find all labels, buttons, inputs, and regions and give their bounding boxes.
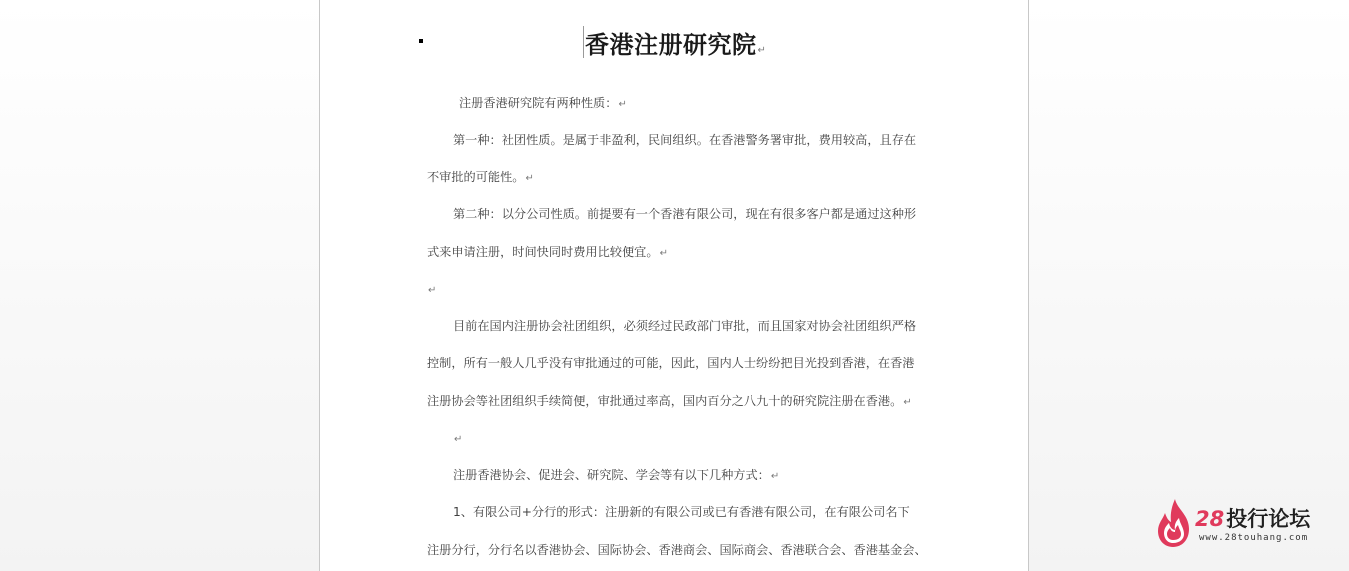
document-title[interactable] bbox=[585, 25, 766, 60]
paragraph-mark-icon: ↵ bbox=[525, 173, 534, 184]
body-line[interactable]: 第二种：以分公司性质。前提要有一个香港有限公司，现在有很多客户都是通过这种形 bbox=[453, 207, 917, 221]
empty-line[interactable] bbox=[427, 281, 436, 299]
watermark-url: www.28touhang.com bbox=[1199, 533, 1309, 543]
paragraph-mark-icon: ↵ bbox=[428, 285, 437, 296]
paragraph-mark-icon: ↵ bbox=[770, 471, 780, 482]
watermark-title bbox=[1195, 507, 1310, 531]
document-page[interactable] bbox=[319, 0, 1029, 571]
text-cursor bbox=[583, 26, 584, 58]
watermark-name: 投行论坛 bbox=[1226, 507, 1311, 531]
paragraph-mark-icon: ↵ bbox=[903, 397, 912, 408]
paragraph-mark-icon: ↵ bbox=[618, 99, 627, 110]
flame-icon bbox=[1155, 497, 1195, 549]
body-line[interactable]: 注册香港研究院有两种性质：↵ bbox=[459, 96, 627, 110]
watermark-logo bbox=[1155, 497, 1335, 549]
empty-line[interactable] bbox=[453, 430, 462, 448]
paragraph-mark-icon: ↵ bbox=[757, 45, 767, 56]
body-line[interactable]: 注册香港协会、促进会、研究院、学会等有以下几种方式：↵ bbox=[453, 468, 780, 482]
paragraph-mark-icon: ↵ bbox=[659, 248, 668, 259]
body-line[interactable]: 注册协会等社团组织手续简便，审批通过率高，国内百分之八九十的研究院注册在香港。↵ bbox=[427, 394, 912, 408]
body-line[interactable]: 式来申请注册，时间快同时费用比较便宜。↵ bbox=[427, 245, 668, 259]
body-line[interactable]: 注册分行，分行名以香港协会、国际协会、香港商会、国际商会、香港联合会、香港基金会、 bbox=[427, 543, 927, 557]
body-line[interactable]: 不审批的可能性。↵ bbox=[427, 170, 534, 184]
paragraph-mark-icon: ↵ bbox=[454, 434, 463, 445]
body-line[interactable]: 目前在国内注册协会社团组织，必须经过民政部门审批，而且国家对协会社团组织严格 bbox=[453, 319, 917, 333]
watermark-number: 28 bbox=[1195, 507, 1225, 531]
body-line[interactable]: 1、有限公司+分行的形式：注册新的有限公司或已有香港有限公司，在有限公司名下 bbox=[453, 505, 910, 519]
document-title-text: 香港注册研究院 bbox=[585, 30, 757, 59]
body-line[interactable]: 控制，所有一般人几乎没有审批通过的可能，因此，国内人士纷纷把目光投到香港，在香港 bbox=[427, 356, 915, 370]
object-anchor-marker bbox=[419, 39, 423, 43]
body-line[interactable]: 第一种：社团性质。是属于非盈利，民间组织。在香港警务署审批，费用较高，且存在 bbox=[453, 133, 917, 147]
